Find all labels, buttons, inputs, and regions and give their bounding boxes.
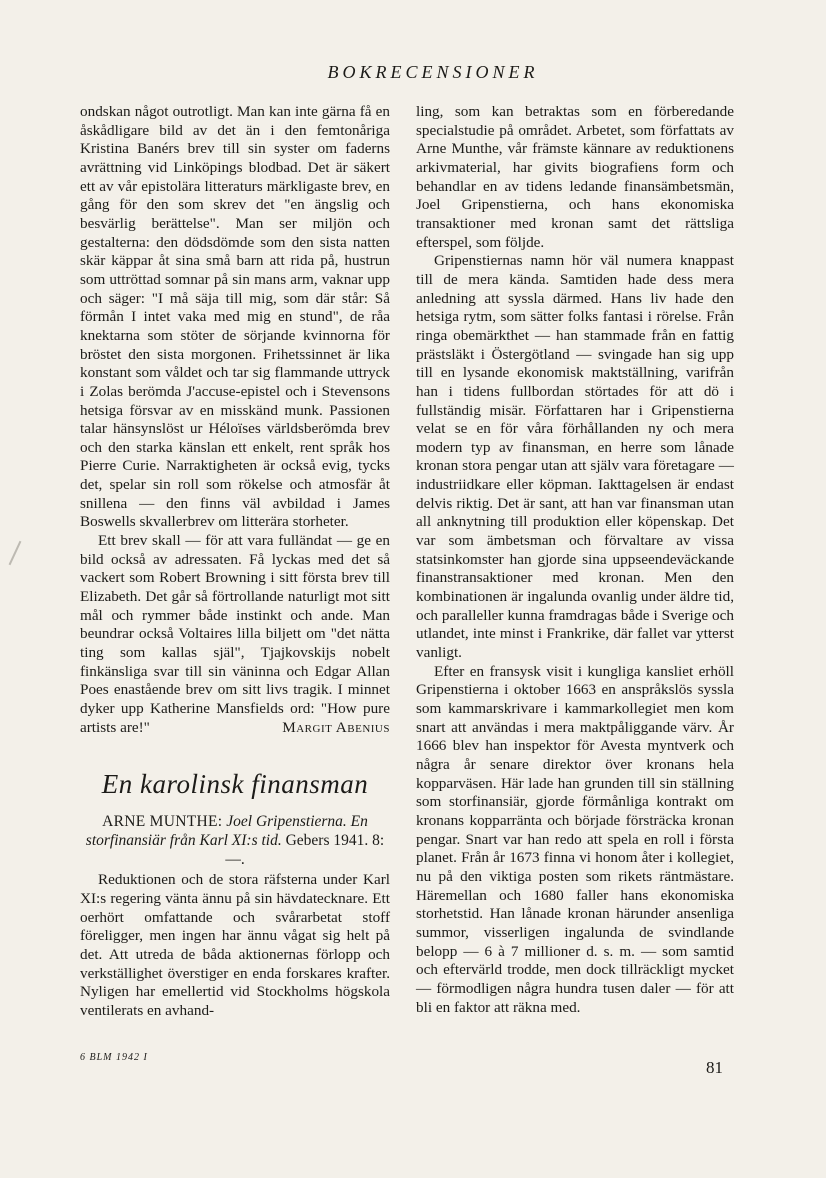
left-column: [80, 103, 390, 1021]
running-head: BOKRECENSIONER: [327, 62, 539, 82]
margin-mark: [9, 541, 22, 565]
section-title: En karolinsk finansman: [101, 769, 369, 800]
left-paragraph-2: Ett brev skall — för att vara fulländat — ge en bild också av adressaten. Få lyckas med det så vackert som Robert Browning i sitt första brev till Elizabeth. Det går så förtrollande naturligt mot sitt mål och rymmer både instinkt och ande. Man beundrar också Voltaires lilla biljett om "det nätta ting som kallas själ", Tjajkovskijs nobelt finkänsliga svar till sin väninna och Edgar Allan Poes enastående brev om sitt livs tragik. I minnet dyker upp Katherine Mansfields ord: "How pure artists are!": [80, 532, 390, 736]
book-publisher: Gebers 1941. 8: —.: [225, 831, 385, 868]
printer-signature: 6 BLM 1942 I: [80, 1052, 148, 1063]
left-paragraph-1: ondskan något outrotligt. Man kan inte gärna få en åskådligare bild av det än i den femtonåriga Kristina Banérs brev till sin syster om faderns avrättning vid Linköpings blodbad. Det är säkert ett av vår epistolära litteraturs märkligaste brev, en gång för den som skrev det "en ängslig och besvärlig berättelse". Man ser miljön och gestalterna: den dödsdömde som den sista natten skär käppar åt sina små barn att rida på, hustrun som uttröttad somnar på sin mans arm, vaknar upp och säger: "I må säja till mig, som där står: Så förmån I intet vaka med mig en stund", de råa knektarna som stöter de sörjande kvinnorna för bröstet den sista morgonen. Frihetssinnet är lika konstant som våldet och tar sig flammande uttryck i Zolas berömda J'accuse-epistel och i Stevensons hetsiga försvar av en misskänd munk. Passionen talar hänsynslöst ur Héloïses världsberömda brev och den starka känslan ett enkelt, rent språk hos Pierre Curie. Narraktigheten är också evig, tycks det, spelar sin roll som rökelse och atmosfär åt snillena — den finns väl avbildad i James Boswells skvallerbrev om litterära storheter.: [80, 103, 390, 531]
right-column: [416, 103, 734, 1017]
right-paragraph-3: Efter en fransysk visit i kungliga kansliet erhöll Gripenstierna i oktober 1663 en anspråkslös syssla som kammarskrivare i kammarkollegiet men kom snart att användas i mera maktpåliggande värv. År 1666 blev han inspektor för Avesta myntverk och några år senare direktor över kronans hela kopparväsen. Här lade han grunden till sin ställning som storfinansiär, gjorde förmånliga kontrakt om kronans kopparränta och började försträcka kronan pengar. Snart var han redo att spela en roll i första planet. Från år 1673 finna vi honom åter i kollegiet, nu på den viktiga posten som rikets räntmästare. Häremellan och 1680 faller hans ekonomiska storhetstid. Han lånade kronan härunder ansenliga summor, visserligen ingalunda de svindlande belopp — 6 à 7 millioner d. s. m. — som samtid och eftervärld trodde, men dock tillräckligt mycket — förmodligen några hundra tusen daler — för att bli en faktor att räkna med.: [416, 662, 734, 1016]
right-paragraph-2: Gripenstiernas namn hör väl numera knappast till de mera kända. Samtiden hade dess mera anledning att syssla därmed. Hans liv hade den hetsiga rytm, som sätter folks fantasi i rörelse. Från ringa obemärkthet — han stammade från en fattig prästsläkt i Östergötland — svingade han sig upp till en lysande ekonomisk maktställning, varifrån han i tidens fullbordan störtades för att dö i fullständig misär. Författaren har i Gripenstierna velat se en för våra förhållanden ny och mera modern typ av finansman, en herre som lånade kronan stora pengar utan att själv vara företagare — industriidkare eller köpman. Iakttagelsen är endast delvis riktig. Det är sant, att han var finansman utan all anknytning till produktion eller köpenskap. Det var som ämbetsman och förvaltare av vissa statsinkomster han gjorde sina uppseendeväckande finanstransaktioner med kronan. Men den kombinationen är ingalunda ovanlig under äldre tid, och paralleller kunna framdragas både i Sverige och utlandet, inte minst i Frankrike, där fallet var ytterst vanligt.: [416, 252, 734, 662]
book-title: Joel Gripenstierna. En storfinansiär från Karl XI:s tid.: [85, 813, 368, 849]
book-reference: [80, 813, 390, 869]
page-number: 81: [706, 1058, 723, 1077]
book-author: ARNE MUNTHE:: [102, 813, 223, 831]
review-signature: Margit Abenius: [282, 718, 390, 736]
right-paragraph-1: ling, som kan betraktas som en förberedande specialstudie på området. Arbetet, som författats av Arne Munthe, vår främste kännare av reduktionens arkivmaterial, har givits biografiens form och behandlar en av tidens ledande finansämbetsmän, Joel Gripenstierna, och hans ekonomiska transaktioner med kronan samt det rättsliga efterspel, som följde.: [416, 103, 734, 251]
left-paragraph-3: Reduktionen och de stora räfsterna under Karl XI:s regering vänta ännu på sin hävdatecknare. Ett oerhört omfattande och svårarbetat stoff föreligger, men ingen har ännu vågat sig helt på det. Att utreda de båda aktionernas förlopp och verkställighet överstiger en enda forskares krafter. Nyligen har emellertid vid Stockholms högskola ventilerats en avhand-: [80, 871, 390, 1019]
